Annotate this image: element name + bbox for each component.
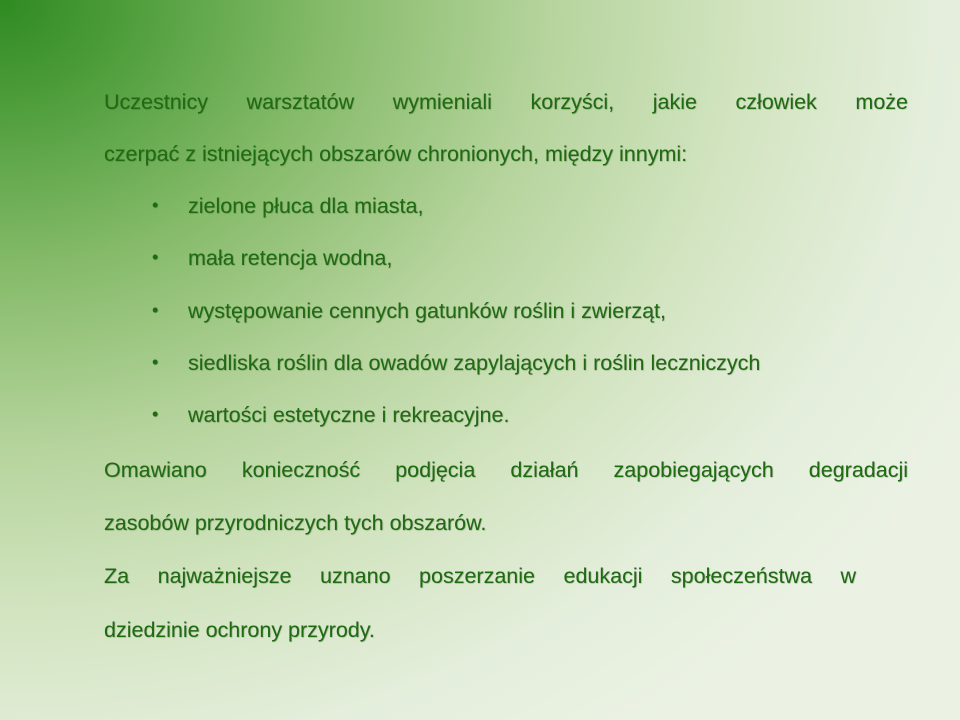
bullet-icon: • — [152, 404, 159, 424]
bullet-icon: • — [152, 300, 159, 320]
paragraph3-line-2: dziedzinie ochrony przyrody. — [104, 618, 375, 642]
bullet-icon: • — [152, 352, 159, 372]
paragraph2-line-1: Omawiano konieczność podjęcia działań zapobiegających degradacji — [104, 458, 908, 482]
intro-line-2: czerpać z istniejących obszarów chronionych, między innymi: — [104, 142, 688, 166]
bullet-text: siedliska roślin dla owadów zapylających i roślin leczniczych — [188, 351, 761, 375]
bullet-text: zielone płuca dla miasta, — [188, 194, 424, 218]
bullet-text: mała retencja wodna, — [188, 246, 393, 270]
bullet-text: wartości estetyczne i rekreacyjne. — [188, 403, 510, 427]
intro-line-1: Uczestnicy warsztatów wymieniali korzyści, jakie człowiek może — [104, 90, 908, 114]
bullet-icon: • — [152, 247, 159, 267]
paragraph3-line-1: Za najważniejsze uznano poszerzanie edukacji społeczeństwa w — [104, 564, 856, 588]
paragraph2-line-2: zasobów przyrodniczych tych obszarów. — [104, 511, 487, 535]
bullet-text: występowanie cennych gatunków roślin i zwierząt, — [188, 299, 667, 323]
bullet-icon: • — [152, 195, 159, 215]
